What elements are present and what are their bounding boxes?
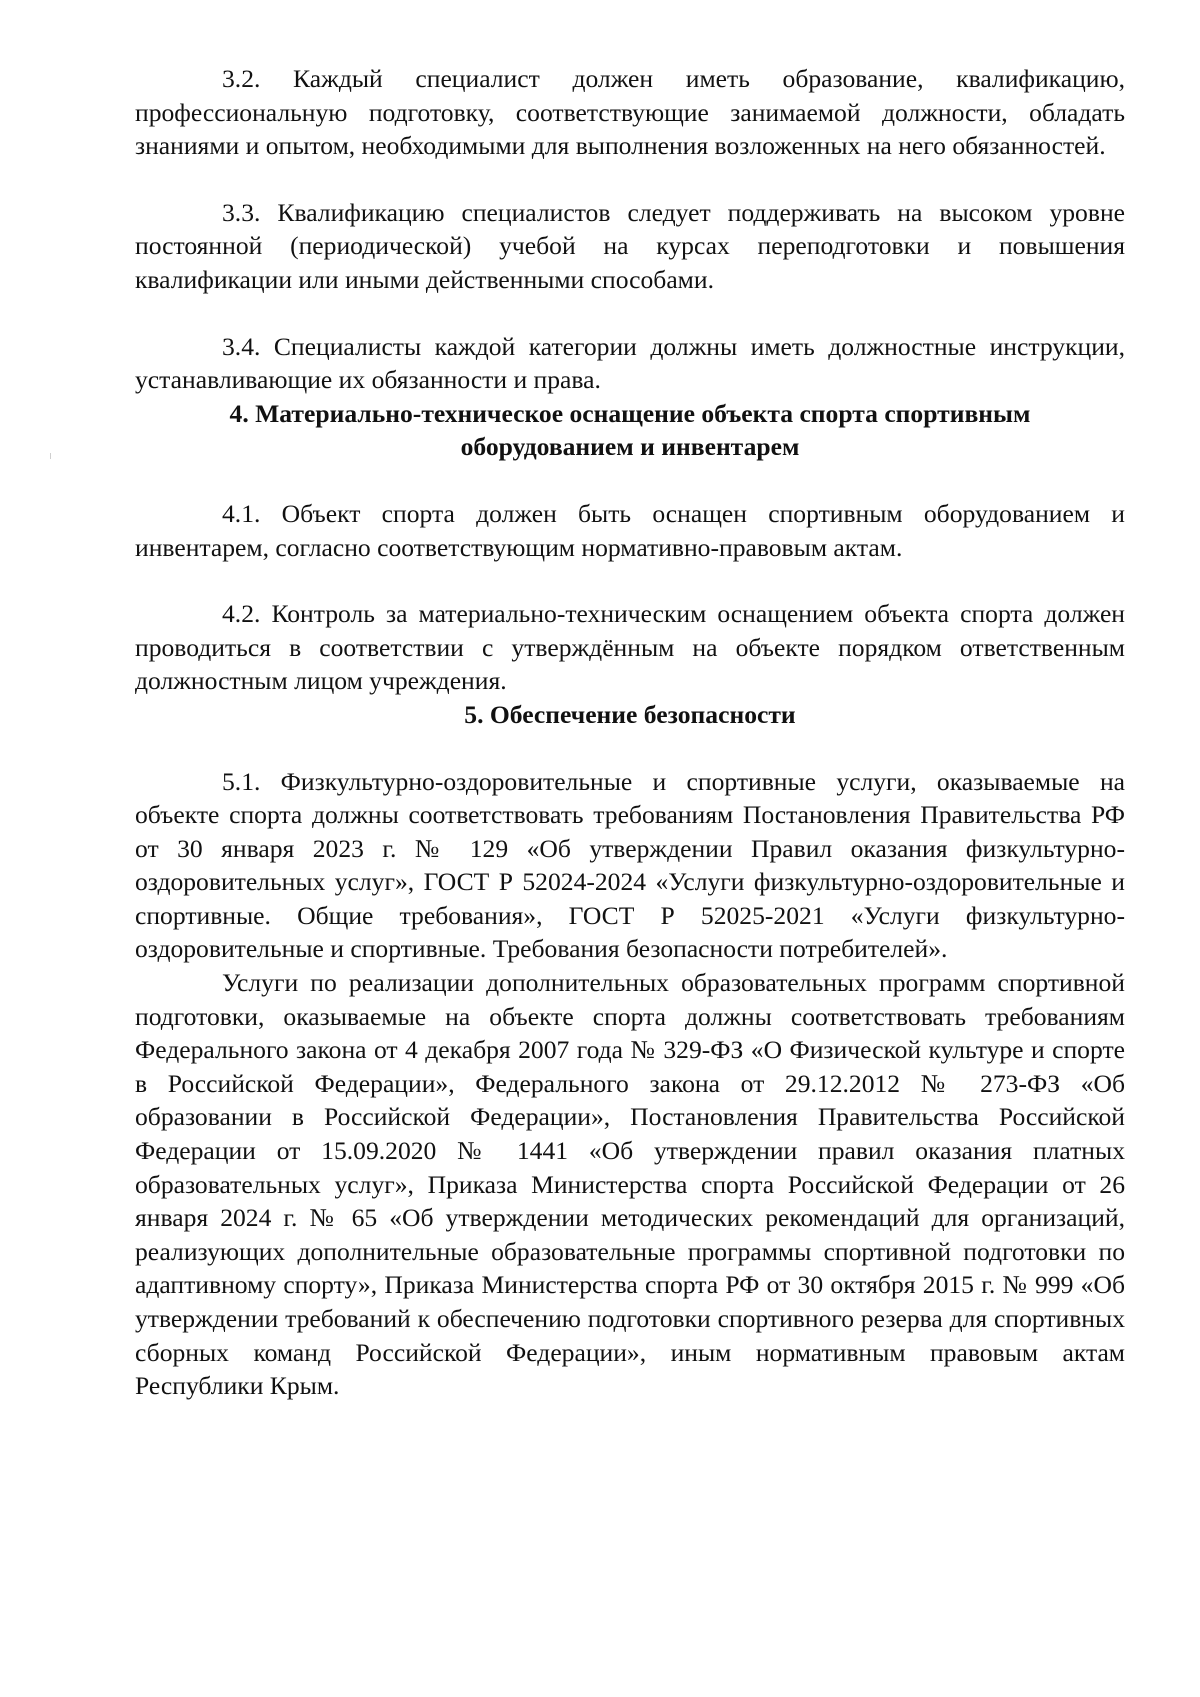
paragraph-3-2: 3.2. Каждый специалист должен иметь образование, квалификацию, профессиональную подготовку, соответствующие занимаемой должности, обладать знаниями и опытом, необходимыми для выполнения возложенных на него обязанностей. — [135, 64, 1125, 161]
document-page — [135, 62, 1125, 1403]
paragraph-4-2: 4.2. Контроль за материально-техническим оснащением объекта спорта должен проводиться в соответствии с утверждённым на объекте порядком ответственным должностным лицом учреждения. — [135, 599, 1125, 696]
paragraph-5-1-continued: Услуги по реализации дополнительных образовательных программ спортивной подготовки, оказываемые на объекте спорта должны соответствовать требованиям Федерального закона от 4 декабря 2007 года № 329-ФЗ «О Физической культуре и спорте в Российской Федерации», Федерального закона от 29.12.2012 № 273-ФЗ «Об образовании в Российской Федерации», Постановления Правительства Российской Федерации от 15.09.2020 № 1441 «Об утверждении правил оказания платных образовательных услуг», Приказа Министерства спорта Российской Федерации от 26 января 2024 г. № 65 «Об утверждении методических рекомендаций для организаций, реализующих дополнительные образовательные программы спортивной подготовки по адаптивному спорту», Приказа Министерства спорта РФ от 30 октября 2015 г. № 999 «Об утверждении требований к обеспечению подготовки спортивного резерва для спортивных сборных команд Российской Федерации», иным нормативным правовым актам Республики Крым. — [135, 968, 1125, 1401]
paragraph-3-4: 3.4. Специалисты каждой категории должны иметь должностные инструкции, устанавливающие их обязанности и права. — [135, 331, 1125, 395]
scan-edge-mark — [50, 453, 51, 459]
paragraph-3-3: 3.3. Квалификацию специалистов следует поддерживать на высоком уровне постоянной (периодической) учебой на курсах переподготовки и повышения квалификации или иными действенными способами. — [135, 197, 1125, 294]
paragraph-4-1: 4.1. Объект спорта должен быть оснащен спортивным оборудованием и инвентарем, согласно соответствующим нормативно-правовым актам. — [135, 498, 1125, 562]
section-4-heading-line-2: оборудованием и инвентарем — [460, 432, 800, 462]
section-4-heading-line-1: 4. Материально-техническое оснащение объекта спорта спортивным — [229, 398, 1031, 428]
section-5-heading: 5. Обеспечение безопасности — [464, 699, 796, 729]
paragraph-5-1: 5.1. Физкультурно-оздоровительные и спортивные услуги, оказываемые на объекте спорта должны соответствовать требованиям Постановления Правительства РФ от 30 января 2023 г. № 129 «Об утверждении Правил оказания физкультурно-оздоровительных услуг», ГОСТ Р 52024-2024 «Услуги физкультурно-оздоровительные и спортивные. Общие требования», ГОСТ Р 52025-2021 «Услуги физкультурно-оздоровительные и спортивные. Требования безопасности потребителей». — [135, 766, 1125, 964]
section-4-heading — [135, 397, 1125, 464]
